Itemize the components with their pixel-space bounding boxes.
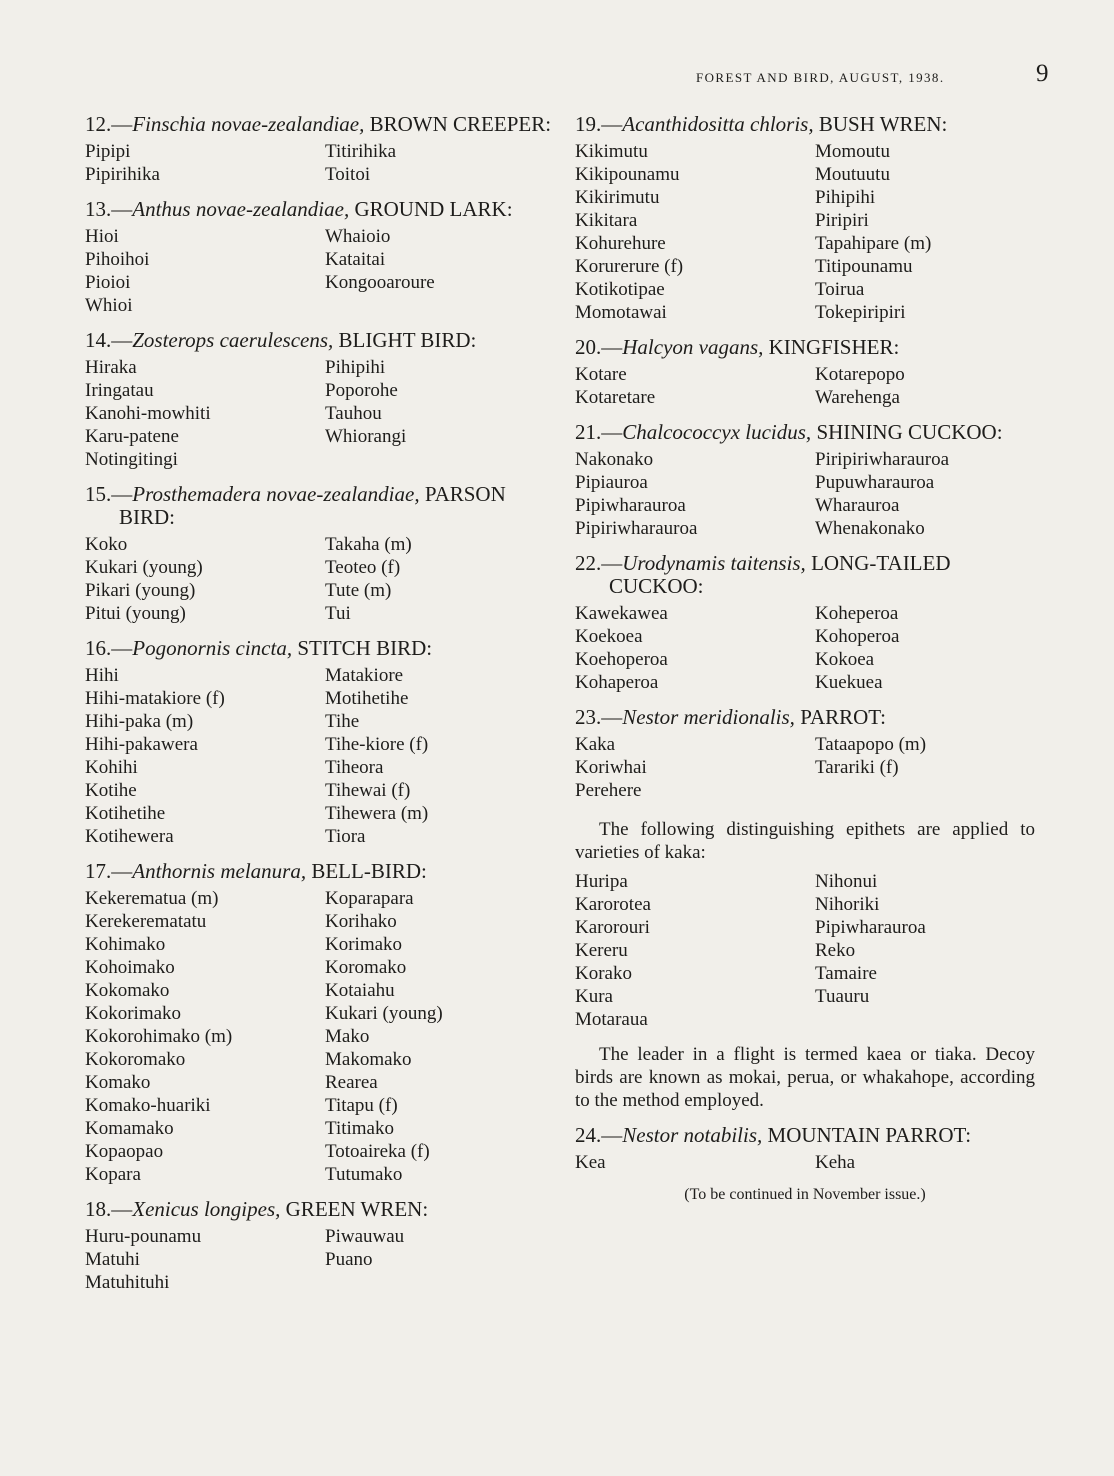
maori-names-list (575, 602, 1035, 694)
maori-name: Kekerematua (m) (85, 888, 219, 909)
maori-name: Titipounamu (815, 256, 913, 277)
maori-name: Nakonako (575, 449, 654, 470)
continued-note: (To be continued in November issue.) (684, 1186, 926, 1203)
maori-name: Pitui (young) (85, 603, 186, 624)
bird-section (85, 637, 555, 848)
maori-name: Teoteo (f) (325, 557, 401, 578)
common-name: SHINING CUCKOO: (811, 420, 1003, 444)
maori-name: Kohoimako (85, 957, 175, 978)
maori-name: Rearea (325, 1072, 378, 1093)
section-heading (85, 860, 555, 883)
maori-name (325, 294, 555, 317)
maori-name: Tiora (325, 826, 366, 847)
section-number: 18.— (85, 1197, 133, 1221)
bird-section (85, 329, 555, 471)
maori-name: Whenakonako (815, 518, 925, 539)
common-name: LONG-TAILED CUCKOO: (609, 551, 951, 598)
bird-section (575, 421, 1035, 540)
maori-name: Koekoea (575, 626, 643, 647)
leader-paragraph: The leader in a flight is termed kaea or tiaka. Decoy birds are known as mokai, perua, or whakahope, according to the method employed. (575, 1044, 1035, 1111)
maori-name: Kaka (575, 734, 616, 755)
maori-names-list (85, 664, 555, 848)
maori-name: Titimako (325, 1118, 394, 1139)
bird-section (85, 860, 555, 1186)
section-heading (85, 637, 555, 660)
maori-name: Pipirihika (85, 164, 160, 185)
maori-name: Koriwhai (575, 757, 647, 778)
maori-name: Notingitingi (85, 449, 178, 470)
section-heading (85, 329, 555, 352)
maori-name: Nihonui (815, 871, 878, 892)
section-number: 23.— (575, 705, 623, 729)
maori-name: Huru-pounamu (85, 1226, 202, 1247)
maori-names-list (85, 140, 555, 186)
maori-name: Korihako (325, 911, 397, 932)
maori-name: Takaha (m) (325, 534, 412, 555)
bird-section (85, 483, 555, 625)
maori-name: Titapu (f) (325, 1095, 398, 1116)
maori-name: Hihi-matakiore (f) (85, 688, 225, 709)
maori-name: Tihewai (f) (325, 780, 411, 801)
bird-section (85, 113, 555, 186)
maori-name: Tiheora (325, 757, 384, 778)
common-name: GROUND LARK: (349, 197, 513, 221)
maori-name: Makomako (325, 1049, 412, 1070)
maori-name: Tataapopo (m) (815, 734, 927, 755)
section-number: 21.— (575, 420, 623, 444)
maori-name: Hihi (85, 665, 119, 686)
maori-name: Kerekerematatu (85, 911, 207, 932)
section-number: 12.— (85, 112, 133, 136)
maori-name: Kikimutu (575, 141, 648, 162)
maori-name: Matuhi (85, 1249, 140, 1270)
maori-name: Kea (575, 1152, 606, 1173)
maori-name: Kokorohimako (m) (85, 1026, 233, 1047)
kaka-variety-names (575, 870, 1035, 1031)
maori-name: Pihipihi (815, 187, 876, 208)
maori-name: Whioi (85, 295, 133, 316)
maori-names-list (85, 225, 555, 317)
maori-name: Huripa (575, 871, 628, 892)
maori-name: Kokoromako (85, 1049, 186, 1070)
maori-names-list (575, 733, 1035, 802)
maori-name: Tokepiripiri (815, 302, 906, 323)
scientific-name: Finschia novae-zealandiae, (132, 112, 365, 136)
maori-name: Korimako (325, 934, 403, 955)
maori-name: Warehenga (815, 387, 900, 408)
maori-name: Korurerure (f) (575, 256, 684, 277)
maori-name: Kotihewera (85, 826, 174, 847)
common-name: BROWN CREEPER: (364, 112, 552, 136)
bird-section (575, 113, 1035, 324)
maori-name: Mako (325, 1026, 370, 1047)
maori-name: Tihe (325, 711, 360, 732)
maori-name: Pipiwharauroa (815, 917, 926, 938)
maori-name: Hioi (85, 226, 119, 247)
section-number: 16.— (85, 636, 133, 660)
bird-section (575, 706, 1035, 802)
maori-name: Korako (575, 963, 632, 984)
scientific-name: Anthornis melanura, (132, 859, 307, 883)
maori-name: Perehere (575, 780, 642, 801)
scientific-name: Halcyon vagans, (622, 335, 764, 359)
maori-name: Pipiriwharauroa (575, 518, 698, 539)
maori-name: Karu-patene (85, 426, 179, 447)
maori-name: Pipipi (85, 141, 131, 162)
section-heading (575, 113, 1035, 136)
section-number: 13.— (85, 197, 133, 221)
maori-names-list (575, 448, 1035, 540)
common-name: BLIGHT BIRD: (333, 328, 477, 352)
maori-name: Kereru (575, 940, 628, 961)
maori-name: Karorotea (575, 894, 651, 915)
running-header: FOREST AND BIRD, AUGUST, 1938. (696, 70, 945, 85)
maori-name: Kotaretare (575, 387, 656, 408)
maori-name: Pihoihoi (85, 249, 150, 270)
maori-name: Koheperoa (815, 603, 899, 624)
right-sections (575, 113, 1035, 802)
maori-names-list (85, 887, 555, 1186)
common-name: PARROT: (794, 705, 886, 729)
maori-name: Pihipihi (325, 357, 386, 378)
maori-name: Pupuwharauroa (815, 472, 935, 493)
section-number: 22.— (575, 551, 623, 575)
common-name: BUSH WREN: (813, 112, 948, 136)
maori-names-list (575, 1151, 1035, 1174)
section-heading (575, 421, 1035, 444)
maori-name (325, 1271, 555, 1294)
maori-name: Kongooaroure (325, 272, 435, 293)
section-heading (85, 113, 555, 136)
maori-name: Kokorimako (85, 1003, 182, 1024)
bird-section (85, 1198, 555, 1294)
maori-name: Titirihika (325, 141, 397, 162)
maori-name: Tamaire (815, 963, 877, 984)
maori-name: Karorouri (575, 917, 650, 938)
maori-name: Tihewera (m) (325, 803, 429, 824)
mountain-parrot-section (575, 1124, 1035, 1174)
maori-name: Piripiri (815, 210, 869, 231)
bird-section (575, 552, 1035, 694)
maori-name: Kukari (young) (325, 1003, 443, 1024)
maori-name: Iringatau (85, 380, 154, 401)
maori-names-list (85, 1225, 555, 1294)
maori-name: Motaraua (575, 1009, 648, 1030)
maori-name: Kohurehure (575, 233, 666, 254)
maori-name: Piwauwau (325, 1226, 405, 1247)
section-number: 19.— (575, 112, 623, 136)
maori-name: Hiraka (85, 357, 137, 378)
maori-name: Koparapara (325, 888, 414, 909)
left-column (85, 113, 555, 1306)
maori-name: Kopara (85, 1164, 141, 1185)
common-name: GREEN WREN: (280, 1197, 429, 1221)
maori-name (815, 1008, 1035, 1031)
maori-name: Kotihetihe (85, 803, 166, 824)
maori-name (325, 448, 555, 471)
scientific-name: Anthus novae-zealandiae, (132, 197, 350, 221)
maori-name: Kopaopao (85, 1141, 164, 1162)
scientific-name: Xenicus longipes, (132, 1197, 281, 1221)
maori-name: Pikari (young) (85, 580, 196, 601)
maori-names-list (575, 363, 1035, 409)
maori-name: Kotihe (85, 780, 137, 801)
maori-name: Kotarepopo (815, 364, 905, 385)
section-heading (575, 1124, 1035, 1147)
common-name: KINGFISHER: (763, 335, 900, 359)
maori-name: Matuhituhi (85, 1272, 170, 1293)
maori-name: Whaioio (325, 226, 391, 247)
section-number: 17.— (85, 859, 133, 883)
bird-section (575, 1124, 1035, 1174)
maori-names-list (85, 356, 555, 471)
maori-name: Komako (85, 1072, 151, 1093)
maori-name: Kikipounamu (575, 164, 680, 185)
maori-name: Momoutu (815, 141, 890, 162)
maori-names-list (85, 533, 555, 625)
maori-name: Tauhou (325, 403, 382, 424)
maori-name: Kokoea (815, 649, 875, 670)
maori-name: Kotikotipae (575, 279, 665, 300)
maori-name: Poporohe (325, 380, 398, 401)
maori-name: Whiorangi (325, 426, 407, 447)
maori-name: Pipiwharauroa (575, 495, 686, 516)
common-name: BELL-BIRD: (306, 859, 427, 883)
scientific-name: Urodynamis taitensis, (622, 551, 806, 575)
maori-name: Motihetihe (325, 688, 409, 709)
page-number: 9 (1036, 60, 1049, 87)
maori-name: Kikitara (575, 210, 638, 231)
maori-name: Hihi-pakawera (85, 734, 198, 755)
bird-section (575, 336, 1035, 409)
maori-name: Kohihi (85, 757, 138, 778)
maori-name: Tihe-kiore (f) (325, 734, 429, 755)
section-heading (575, 706, 1035, 729)
section-number: 14.— (85, 328, 133, 352)
maori-name: Pipiauroa (575, 472, 648, 493)
maori-name: Komako-huariki (85, 1095, 211, 1116)
maori-name: Kikirimutu (575, 187, 660, 208)
section-heading (575, 552, 1035, 598)
scientific-name: Nestor meridionalis, (622, 705, 795, 729)
maori-name: Piripiriwharauroa (815, 449, 950, 470)
maori-name: Kawekawea (575, 603, 668, 624)
maori-name (815, 779, 1035, 802)
maori-name: Tute (m) (325, 580, 392, 601)
kaka-paragraph: The following distinguishing epithets are applied to varieties of kaka: (575, 819, 1035, 863)
scientific-name: Pogonornis cincta, (132, 636, 293, 660)
maori-name: Koromako (325, 957, 407, 978)
scientific-name: Chalcococcyx lucidus, (622, 420, 812, 444)
maori-name: Komamako (85, 1118, 174, 1139)
maori-name: Kukari (young) (85, 557, 203, 578)
maori-name: Kura (575, 986, 613, 1007)
maori-name: Tui (325, 603, 351, 624)
scientific-name: Prosthemadera novae-zealandiae, (132, 482, 420, 506)
maori-names-list (575, 140, 1035, 324)
maori-name: Koko (85, 534, 128, 555)
maori-name: Matakiore (325, 665, 404, 686)
section-heading (85, 198, 555, 221)
maori-name: Kohaperoa (575, 672, 659, 693)
maori-name: Keha (815, 1152, 856, 1173)
scientific-name: Zosterops caerulescens, (132, 328, 334, 352)
section-heading (575, 336, 1035, 359)
maori-name: Tapahipare (m) (815, 233, 932, 254)
section-number: 24.— (575, 1123, 623, 1147)
maori-name: Tarariki (f) (815, 757, 899, 778)
maori-name: Momotawai (575, 302, 667, 323)
maori-name: Tutumako (325, 1164, 403, 1185)
maori-name: Wharauroa (815, 495, 900, 516)
maori-name: Kohoperoa (815, 626, 900, 647)
maori-name: Puano (325, 1249, 373, 1270)
section-heading (85, 483, 555, 529)
scientific-name: Acanthidositta chloris, (622, 112, 814, 136)
maori-name: Kuekuea (815, 672, 883, 693)
bird-section (85, 198, 555, 317)
maori-name: Kanohi-mowhiti (85, 403, 211, 424)
maori-name: Kohimako (85, 934, 166, 955)
section-number: 20.— (575, 335, 623, 359)
right-column (575, 113, 1035, 1204)
maori-name: Nihoriki (815, 894, 880, 915)
section-number: 15.— (85, 482, 133, 506)
maori-name: Pioioi (85, 272, 131, 293)
common-name: STITCH BIRD: (292, 636, 433, 660)
maori-name: Tuauru (815, 986, 870, 1007)
maori-name: Kotare (575, 364, 627, 385)
scientific-name: Nestor notabilis, (622, 1123, 763, 1147)
maori-name: Toirua (815, 279, 865, 300)
common-name: MOUNTAIN PARROT: (762, 1123, 972, 1147)
maori-name: Reko (815, 940, 856, 961)
maori-name: Totoaireka (f) (325, 1141, 430, 1162)
maori-name: Moutuutu (815, 164, 890, 185)
maori-name: Toitoi (325, 164, 371, 185)
maori-name: Kokomako (85, 980, 170, 1001)
maori-name: Koehoperoa (575, 649, 668, 670)
maori-name: Kataitai (325, 249, 386, 270)
maori-name: Kotaiahu (325, 980, 395, 1001)
maori-name: Hihi-paka (m) (85, 711, 194, 732)
common-name: PARSON BIRD: (119, 482, 506, 529)
section-heading (85, 1198, 555, 1221)
